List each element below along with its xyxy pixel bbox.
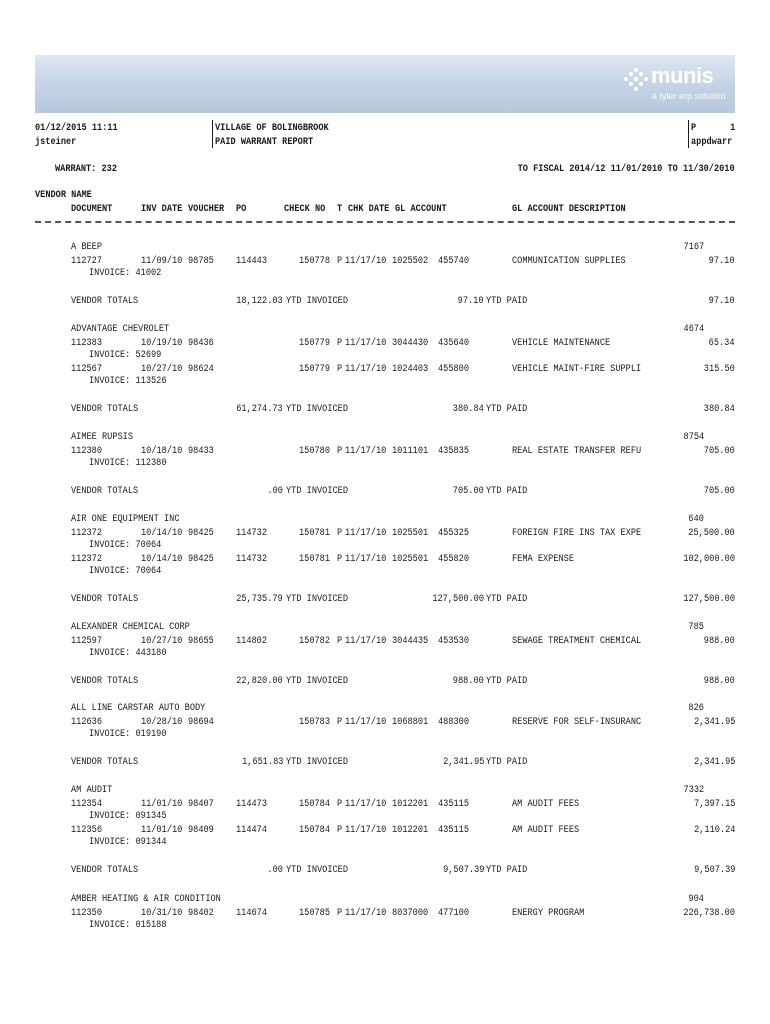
- munis-logo: [619, 61, 729, 107]
- line-inv-date: 10/28/10: [141, 716, 183, 728]
- col-gl-desc: GL ACCOUNT DESCRIPTION: [512, 203, 626, 215]
- line-voucher: 98425: [188, 553, 214, 565]
- vendor-name: A BEEP: [71, 241, 103, 253]
- line-po: 114443: [236, 255, 268, 267]
- line-voucher: 98436: [188, 337, 214, 349]
- line-invoice: INVOICE: 015188: [89, 919, 167, 931]
- vendor-paid: 97.10: [458, 295, 484, 307]
- line-gl-object: 488300: [438, 716, 470, 728]
- line-check-no: 150785: [299, 907, 331, 919]
- line-type: P: [337, 255, 343, 267]
- line-po: 114802: [236, 635, 268, 647]
- ytd-invoiced-label: YTD INVOICED: [286, 295, 349, 307]
- vendor-name: AMBER HEATING & AIR CONDITION: [71, 893, 221, 905]
- line-check-no: 150782: [299, 635, 331, 647]
- line-document: 112372: [71, 527, 103, 539]
- report-banner: [35, 55, 735, 113]
- line-voucher: 98425: [188, 527, 214, 539]
- line-check-no: 150780: [299, 445, 331, 457]
- report-title: PAID WARRANT REPORT: [215, 136, 314, 148]
- logo-dots-icon: [623, 67, 649, 93]
- vendor-paid: 988.00: [452, 675, 484, 687]
- line-check-no: 150779: [299, 337, 331, 349]
- ytd-invoiced-label: YTD INVOICED: [286, 403, 349, 415]
- vendor-totals-label: VENDOR TOTALS: [71, 756, 139, 768]
- line-gl-desc: VEHICLE MAINTENANCE: [512, 337, 611, 349]
- vendor-name: AM AUDIT: [71, 784, 113, 796]
- vendor-name: ALEXANDER CHEMICAL CORP: [71, 621, 190, 633]
- line-amount: 988.00: [703, 635, 735, 647]
- line-voucher: 98402: [188, 907, 214, 919]
- vendor-name: ALL LINE CARSTAR AUTO BODY: [71, 702, 206, 714]
- line-chk-date: 11/17/10: [345, 635, 387, 647]
- vendor-total: 988.00: [703, 675, 735, 687]
- line-gl-object: 435640: [438, 337, 470, 349]
- vendor-total: 705.00: [703, 485, 735, 497]
- line-amount: 2,110.24: [693, 824, 735, 836]
- logo-tagline: a tyler erp solution: [652, 91, 726, 101]
- ytd-invoiced-label: YTD INVOICED: [286, 485, 349, 497]
- page-label: P: [691, 122, 697, 134]
- vendor-id: 640: [688, 513, 704, 525]
- vendor-total: 97.10: [709, 295, 735, 307]
- line-check-no: 150778: [299, 255, 331, 267]
- line-invoice: INVOICE: 70064: [89, 539, 162, 551]
- line-gl-org: 1025501: [392, 527, 429, 539]
- ytd-paid-label: YTD PAID: [486, 403, 528, 415]
- vendor-paid: 705.00: [452, 485, 484, 497]
- line-voucher: 98407: [188, 798, 214, 810]
- vendor-id: 904: [688, 893, 704, 905]
- col-voucher: VOUCHER: [188, 203, 225, 215]
- line-amount: 705.00: [703, 445, 735, 457]
- logo-wordmark: munis: [651, 63, 714, 88]
- ytd-paid-label: YTD PAID: [486, 756, 528, 768]
- line-amount: 7,397.15: [693, 798, 735, 810]
- line-check-no: 150779: [299, 363, 331, 375]
- vendor-ytd-invoiced: 61,274.73: [236, 403, 283, 415]
- line-chk-date: 11/17/10: [345, 824, 387, 836]
- col-check-no: CHECK NO: [284, 203, 326, 215]
- line-gl-object: 453530: [438, 635, 470, 647]
- line-chk-date: 11/17/10: [345, 716, 387, 728]
- vendor-total: 127,500.00: [683, 593, 735, 605]
- line-gl-object: 435115: [438, 824, 470, 836]
- line-gl-desc: REAL ESTATE TRANSFER REFU: [512, 445, 642, 457]
- header-divider-left: [212, 120, 213, 148]
- vendor-totals-label: VENDOR TOTALS: [71, 403, 139, 415]
- vendor-id: 4674: [683, 323, 704, 335]
- vendor-ytd-invoiced: .00: [267, 864, 283, 876]
- line-gl-desc: VEHICLE MAINT-FIRE SUPPLI: [512, 363, 642, 375]
- line-invoice: INVOICE: 70064: [89, 565, 162, 577]
- line-gl-object: 455820: [438, 553, 470, 565]
- vendor-totals-label: VENDOR TOTALS: [71, 675, 139, 687]
- line-check-no: 150784: [299, 798, 331, 810]
- vendor-totals-label: VENDOR TOTALS: [71, 295, 139, 307]
- program-id: appdwarr: [691, 136, 733, 148]
- line-invoice: INVOICE: 443180: [89, 647, 167, 659]
- col-chk-date: CHK DATE: [348, 203, 390, 215]
- line-chk-date: 11/17/10: [345, 553, 387, 565]
- vendor-paid: 127,500.00: [432, 593, 484, 605]
- line-gl-object: 435835: [438, 445, 470, 457]
- vendor-name: AIMEE RUPSIS: [71, 431, 134, 443]
- ytd-paid-label: YTD PAID: [486, 485, 528, 497]
- line-gl-desc: AM AUDIT FEES: [512, 824, 580, 836]
- header-rule: [35, 221, 735, 223]
- vendor-id: 826: [688, 702, 704, 714]
- vendor-paid: 9,507.39: [442, 864, 484, 876]
- line-gl-org: 1025502: [392, 255, 429, 267]
- vendor-total: 2,341.95: [693, 756, 735, 768]
- line-voucher: 98785: [188, 255, 214, 267]
- col-gl-account: GL ACCOUNT: [395, 203, 447, 215]
- line-type: P: [337, 445, 343, 457]
- line-gl-org: 1012201: [392, 824, 429, 836]
- line-voucher: 98433: [188, 445, 214, 457]
- ytd-invoiced-label: YTD INVOICED: [286, 864, 349, 876]
- ytd-paid-label: YTD PAID: [486, 864, 528, 876]
- ytd-invoiced-label: YTD INVOICED: [286, 593, 349, 605]
- line-check-no: 150781: [299, 553, 331, 565]
- line-gl-org: 1024403: [392, 363, 429, 375]
- line-gl-object: 455740: [438, 255, 470, 267]
- line-invoice: INVOICE: 112380: [89, 457, 167, 469]
- line-po: 114473: [236, 798, 268, 810]
- line-gl-org: 8037000: [392, 907, 429, 919]
- line-gl-desc: FOREIGN FIRE INS TAX EXPE: [512, 527, 642, 539]
- vendor-ytd-invoiced: .00: [267, 485, 283, 497]
- ytd-invoiced-label: YTD INVOICED: [286, 675, 349, 687]
- line-gl-desc: SEWAGE TREATMENT CHEMICAL: [512, 635, 642, 647]
- line-document: 112597: [71, 635, 103, 647]
- line-type: P: [337, 527, 343, 539]
- page-number: 1: [729, 122, 735, 134]
- line-invoice: INVOICE: 019190: [89, 728, 167, 740]
- line-gl-org: 3044435: [392, 635, 429, 647]
- line-type: P: [337, 553, 343, 565]
- line-inv-date: 10/14/10: [141, 527, 183, 539]
- line-amount: 315.50: [703, 363, 735, 375]
- line-gl-org: 1012201: [392, 798, 429, 810]
- line-po: 114732: [236, 553, 268, 565]
- ytd-invoiced-label: YTD INVOICED: [286, 756, 349, 768]
- org-name: VILLAGE OF BOLINGBROOK: [215, 122, 329, 134]
- report-user: jsteiner: [35, 136, 77, 148]
- line-inv-date: 11/01/10: [141, 798, 183, 810]
- header-divider-right: [688, 120, 689, 148]
- col-t: T: [337, 203, 343, 215]
- vendor-total: 380.84: [703, 403, 735, 415]
- line-type: P: [337, 363, 343, 375]
- line-gl-org: 1011101: [392, 445, 429, 457]
- fiscal-range: TO FISCAL 2014/12 11/01/2010 TO 11/30/2010: [517, 163, 735, 175]
- line-type: P: [337, 824, 343, 836]
- line-document: 112356: [71, 824, 103, 836]
- line-gl-desc: RESERVE FOR SELF-INSURANC: [512, 716, 642, 728]
- line-inv-date: 11/09/10: [141, 255, 183, 267]
- line-inv-date: 10/27/10: [141, 635, 183, 647]
- line-amount: 65.34: [709, 337, 735, 349]
- line-chk-date: 11/17/10: [345, 363, 387, 375]
- line-gl-desc: ENERGY PROGRAM: [512, 907, 585, 919]
- warrant-number: WARRANT: 232: [55, 163, 118, 175]
- line-amount: 226,738.00: [683, 907, 735, 919]
- line-gl-object: 435115: [438, 798, 470, 810]
- line-inv-date: 10/27/10: [141, 363, 183, 375]
- line-document: 112372: [71, 553, 103, 565]
- line-check-no: 150784: [299, 824, 331, 836]
- line-document: 112383: [71, 337, 103, 349]
- vendor-id: 7167: [683, 241, 704, 253]
- line-invoice: INVOICE: 091345: [89, 810, 167, 822]
- line-chk-date: 11/17/10: [345, 445, 387, 457]
- line-type: P: [337, 716, 343, 728]
- vendor-ytd-invoiced: 18,122.03: [236, 295, 283, 307]
- line-gl-desc: AM AUDIT FEES: [512, 798, 580, 810]
- line-voucher: 98694: [188, 716, 214, 728]
- vendor-id: 8754: [683, 431, 704, 443]
- line-document: 112350: [71, 907, 103, 919]
- line-amount: 97.10: [709, 255, 735, 267]
- line-chk-date: 11/17/10: [345, 907, 387, 919]
- vendor-ytd-invoiced: 22,820.00: [236, 675, 283, 687]
- line-po: 114732: [236, 527, 268, 539]
- line-amount: 25,500.00: [688, 527, 735, 539]
- col-document: DOCUMENT: [71, 203, 113, 215]
- line-document: 112636: [71, 716, 103, 728]
- line-gl-org: 1068801: [392, 716, 429, 728]
- line-chk-date: 11/17/10: [345, 337, 387, 349]
- line-type: P: [337, 337, 343, 349]
- line-po: 114474: [236, 824, 268, 836]
- line-chk-date: 11/17/10: [345, 527, 387, 539]
- col-po: PO: [236, 203, 247, 215]
- line-invoice: INVOICE: 41002: [89, 267, 162, 279]
- vendor-id: 7332: [683, 784, 704, 796]
- vendor-id: 785: [688, 621, 704, 633]
- line-amount: 102,000.00: [683, 553, 735, 565]
- vendor-totals-label: VENDOR TOTALS: [71, 864, 139, 876]
- vendor-paid: 380.84: [452, 403, 484, 415]
- line-invoice: INVOICE: 113526: [89, 375, 167, 387]
- line-gl-desc: COMMUNICATION SUPPLIES: [512, 255, 626, 267]
- vendor-paid: 2,341.95: [442, 756, 484, 768]
- line-document: 112727: [71, 255, 103, 267]
- line-po: 114674: [236, 907, 268, 919]
- ytd-paid-label: YTD PAID: [486, 295, 528, 307]
- line-gl-desc: FEMA EXPENSE: [512, 553, 575, 565]
- line-amount: 2,341.95: [693, 716, 735, 728]
- line-inv-date: 10/31/10: [141, 907, 183, 919]
- col-inv-date: INV DATE: [141, 203, 183, 215]
- vendor-name: AIR ONE EQUIPMENT INC: [71, 513, 180, 525]
- vendor-totals-label: VENDOR TOTALS: [71, 485, 139, 497]
- vendor-totals-label: VENDOR TOTALS: [71, 593, 139, 605]
- line-chk-date: 11/17/10: [345, 798, 387, 810]
- report-datetime: 01/12/2015 11:11: [35, 122, 118, 134]
- line-gl-object: 455800: [438, 363, 470, 375]
- line-gl-org: 1025501: [392, 553, 429, 565]
- line-type: P: [337, 635, 343, 647]
- line-chk-date: 11/17/10: [345, 255, 387, 267]
- line-check-no: 150781: [299, 527, 331, 539]
- vendor-ytd-invoiced: 1,651.83: [241, 756, 283, 768]
- line-inv-date: 10/14/10: [141, 553, 183, 565]
- line-gl-org: 3044430: [392, 337, 429, 349]
- line-document: 112354: [71, 798, 103, 810]
- ytd-paid-label: YTD PAID: [486, 593, 528, 605]
- line-check-no: 150783: [299, 716, 331, 728]
- line-gl-object: 477100: [438, 907, 470, 919]
- line-voucher: 98655: [188, 635, 214, 647]
- line-invoice: INVOICE: 091344: [89, 836, 167, 848]
- line-document: 112567: [71, 363, 103, 375]
- line-inv-date: 11/01/10: [141, 824, 183, 836]
- ytd-paid-label: YTD PAID: [486, 675, 528, 687]
- line-inv-date: 10/19/10: [141, 337, 183, 349]
- line-invoice: INVOICE: 52699: [89, 349, 162, 361]
- col-vendor-name: VENDOR NAME: [35, 189, 92, 201]
- line-voucher: 98409: [188, 824, 214, 836]
- line-type: P: [337, 907, 343, 919]
- line-voucher: 98624: [188, 363, 214, 375]
- vendor-name: ADVANTAGE CHEVROLET: [71, 323, 170, 335]
- vendor-ytd-invoiced: 25,735.79: [236, 593, 283, 605]
- line-type: P: [337, 798, 343, 810]
- line-document: 112380: [71, 445, 103, 457]
- vendor-total: 9,507.39: [693, 864, 735, 876]
- line-inv-date: 10/18/10: [141, 445, 183, 457]
- line-gl-object: 455325: [438, 527, 470, 539]
